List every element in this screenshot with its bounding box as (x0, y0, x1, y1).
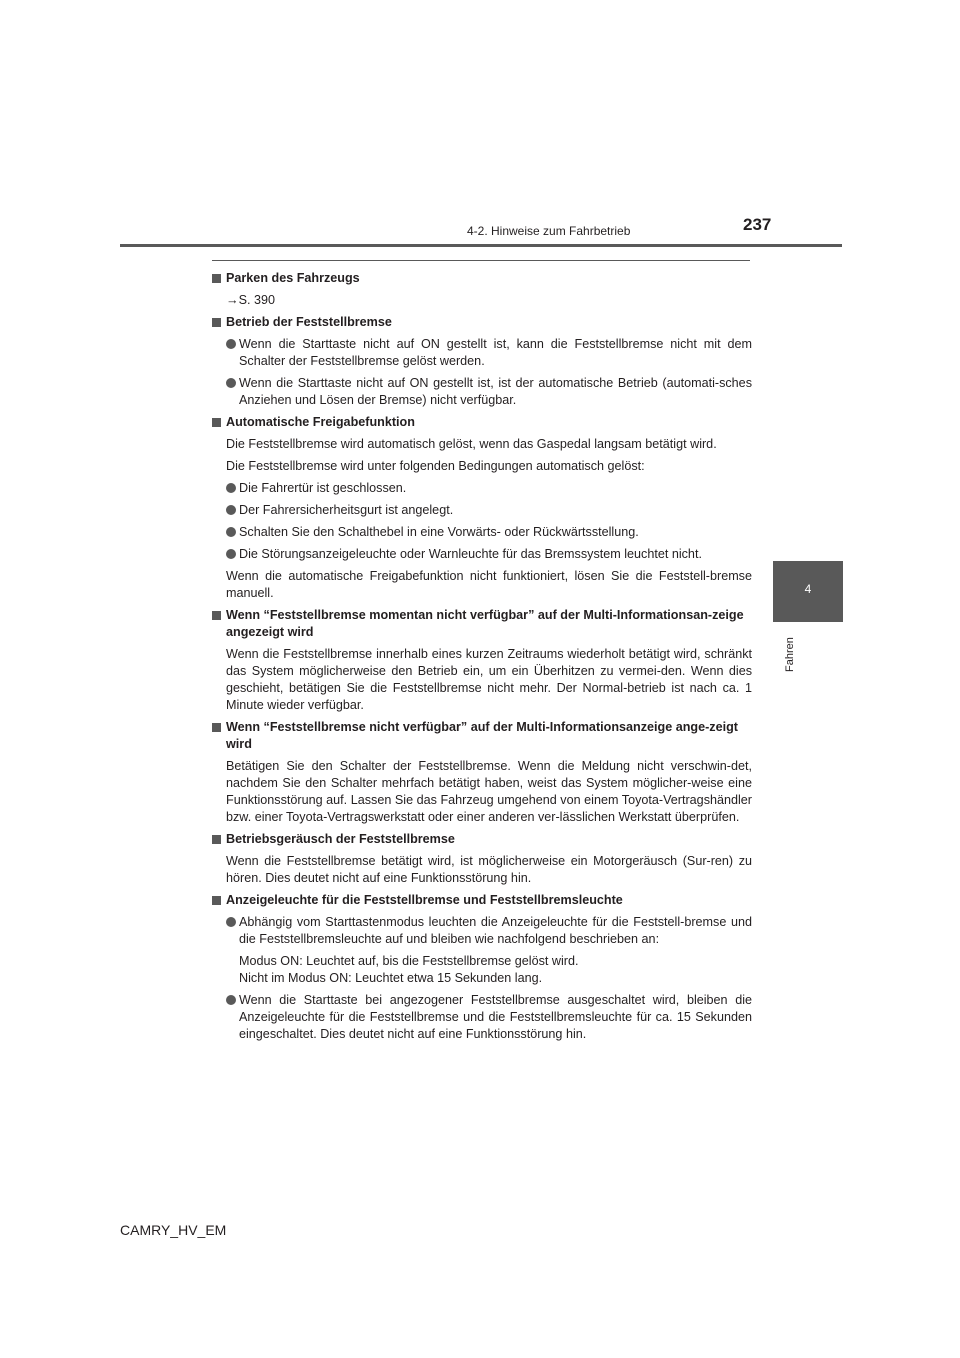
square-bullet-icon (212, 896, 221, 905)
round-bullet-icon (226, 483, 236, 493)
page-number: 237 (743, 215, 772, 234)
paragraph: Betätigen Sie den Schalter der Feststellbremse. Wenn die Meldung nicht verschwin-det, nachdem Sie den Schalter mehrfach betätigt haben, weist das System möglicher-weise eine Funktionsstörung auf. Lassen Sie das Fahrzeug umgehend von einem Toyota-Vertragshändler bzw. einer Toyota-Vertragswerkstatt oder einer anderen ver-lässlichen Werkstatt überprüfen. (226, 759, 752, 824)
bullet-text: Die Störungsanzeigeleuchte oder Warnleuchte für das Bremssystem leuchtet nicht. (239, 547, 702, 561)
bullet-item (226, 992, 752, 1043)
paragraph: Wenn die Feststellbremse betätigt wird, ist möglicherweise ein Motorgeräusch (Sur-ren) zu hören. Dies deutet nicht auf eine Funktionsstörung hin. (226, 854, 752, 885)
document-code: CAMRY_HV_EM (120, 1222, 227, 1238)
bullet-item (226, 336, 752, 370)
cross-reference: →S. 390 (226, 293, 276, 307)
bullet-text: Abhängig vom Starttastenmodus leuchten die Anzeigeleuchte für die Feststell-bremse und die Feststellbremsleuchte auf und bleiben wie nachfolgend beschrieben an: (239, 915, 752, 946)
section-heading (212, 314, 752, 331)
square-bullet-icon (212, 611, 221, 620)
bullet-text: Schalten Sie den Schalthebel in eine Vorwärts- oder Rückwärtsstellung. (239, 525, 639, 539)
bullet-item (226, 375, 752, 409)
round-bullet-icon (226, 527, 236, 537)
square-bullet-icon (212, 418, 221, 427)
paragraph: Die Feststellbremse wird automatisch gelöst, wenn das Gaspedal langsam betätigt wird. (226, 437, 717, 451)
section-heading (212, 831, 752, 848)
content-divider (212, 260, 750, 261)
section-heading (212, 270, 752, 287)
mode-detail: Modus ON: Leuchtet auf, bis die Feststellbremse gelöst wird. (239, 954, 579, 968)
bullet-text: Die Fahrertür ist geschlossen. (239, 481, 407, 495)
page-content (212, 270, 752, 1048)
section-heading (212, 414, 752, 431)
mode-detail: Nicht im Modus ON: Leuchtet etwa 15 Sekunden lang. (239, 971, 543, 985)
square-bullet-icon (212, 835, 221, 844)
heading-text: Betrieb der Feststellbremse (226, 315, 392, 329)
paragraph: Wenn die automatische Freigabefunktion nicht funktioniert, lösen Sie die Feststell-bremse manuell. (226, 569, 752, 600)
chapter-title-text: Fahren (784, 637, 796, 672)
round-bullet-icon (226, 917, 236, 927)
bullet-item (226, 914, 752, 948)
bullet-item (226, 502, 752, 519)
header-section-title: 4-2. Hinweise zum Fahrbetrieb (467, 224, 631, 238)
bullet-item (226, 480, 752, 497)
round-bullet-icon (226, 549, 236, 559)
round-bullet-icon (226, 378, 236, 388)
bullet-text: Wenn die Starttaste bei angezogener Feststellbremse ausgeschaltet wird, bleiben die Anzeigeleuchte für die Feststellbremse und die Feststellbremsleuchte für ca. 15 Sekunden eingeschaltet. Dies deutet nicht auf eine Funktionsstörung hin. (239, 993, 752, 1041)
section-heading (212, 719, 752, 753)
header-divider (120, 244, 842, 247)
square-bullet-icon (212, 318, 221, 327)
chapter-tab (773, 561, 843, 622)
square-bullet-icon (212, 274, 221, 283)
bullet-text: Wenn die Starttaste nicht auf ON gestellt ist, kann die Feststellbremse nicht mit dem Schalter der Feststellbremse gelöst werden. (239, 337, 752, 368)
heading-text: Betriebsgeräusch der Feststellbremse (226, 832, 455, 846)
bullet-text: Der Fahrersicherheitsgurt ist angelegt. (239, 503, 454, 517)
heading-text: Wenn “Feststellbremse nicht verfügbar” auf der Multi-Informationsanzeige ange-zeigt wird (226, 720, 738, 751)
round-bullet-icon (226, 995, 236, 1005)
bullet-text: Wenn die Starttaste nicht auf ON gestellt ist, ist der automatische Betrieb (automati-sches Anziehen und Lösen der Bremse) nicht verfügbar. (239, 376, 752, 407)
round-bullet-icon (226, 505, 236, 515)
chapter-number: 4 (804, 582, 812, 596)
heading-text: Wenn “Feststellbremse momentan nicht verfügbar” auf der Multi-Informationsan-zeige angezeigt wird (226, 608, 744, 639)
bullet-item (226, 546, 752, 563)
heading-text: Automatische Freigabefunktion (226, 415, 415, 429)
bullet-item (226, 524, 752, 541)
section-heading (212, 607, 752, 641)
chapter-title (784, 626, 804, 676)
round-bullet-icon (226, 339, 236, 349)
heading-text: Parken des Fahrzeugs (226, 271, 360, 285)
square-bullet-icon (212, 723, 221, 732)
section-heading (212, 892, 752, 909)
paragraph: Wenn die Feststellbremse innerhalb eines kurzen Zeitraums wiederholt betätigt wird, schränkt das System möglicherweise den Betrieb ein, um ein Überhitzen zu vermei-den. Wenn dies geschieht, betätigen Sie die Feststellbremse nicht mehr. Der Normal-betrieb ist nach ca. 1 Minute wieder verfügbar. (226, 647, 752, 712)
heading-text: Anzeigeleuchte für die Feststellbremse und Feststellbremsleuchte (226, 893, 623, 907)
paragraph: Die Feststellbremse wird unter folgenden Bedingungen automatisch gelöst: (226, 459, 645, 473)
